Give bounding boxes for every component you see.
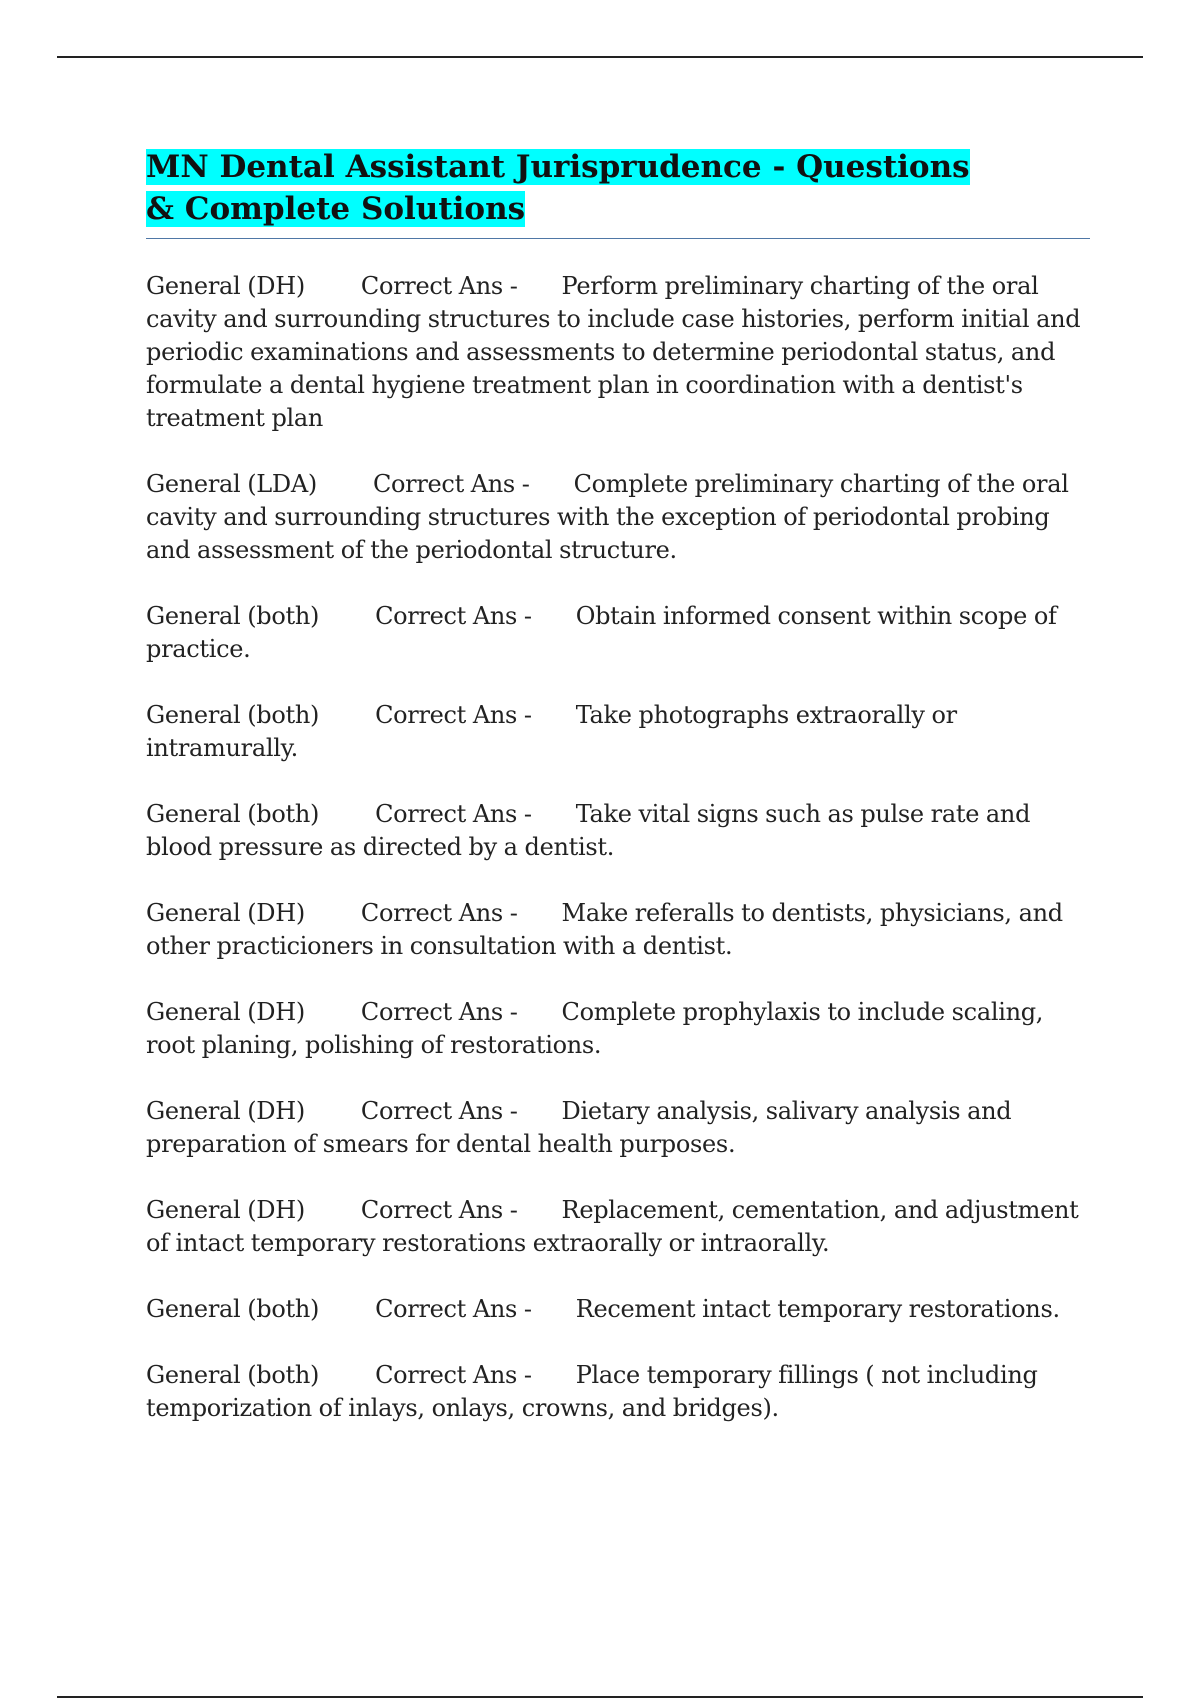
qa-separator: Correct Ans - xyxy=(375,1295,532,1323)
qa-item xyxy=(146,1359,1090,1425)
qa-answer: Take vital signs such as pulse rate and blood pressure as directed by a dentist. xyxy=(146,800,1031,861)
qa-term: General (both) xyxy=(146,800,320,828)
qa-separator: Correct Ans - xyxy=(375,602,532,630)
qa-separator: Correct Ans - xyxy=(360,998,518,1026)
qa-separator: Correct Ans - xyxy=(360,1196,518,1224)
qa-separator: Correct Ans - xyxy=(375,800,532,828)
qa-term: General (DH) xyxy=(146,998,305,1026)
qa-item xyxy=(146,1194,1090,1260)
qa-answer: Perform preliminary charting of the oral cavity and surrounding structures to include case histories, perform initial and periodic examinations and assessments to determine periodontal status, and formulate a dental hygiene treatment plan in coordination with a dentist's treatment plan xyxy=(146,272,1081,432)
qa-separator: Correct Ans - xyxy=(375,1361,532,1389)
qa-term: General (DH) xyxy=(146,1097,305,1125)
qa-answer: Replacement, cementation, and adjustment of intact temporary restorations extraorally or intraorally. xyxy=(146,1196,1079,1257)
qa-separator: Correct Ans - xyxy=(360,899,518,927)
qa-term: General (DH) xyxy=(146,899,305,927)
qa-item xyxy=(146,270,1090,435)
qa-answer: Place temporary fillings ( not including temporization of inlays, onlays, crowns, and bridges). xyxy=(146,1361,1038,1422)
qa-separator: Correct Ans - xyxy=(360,272,518,300)
document-title-text: MN Dental Assistant Jurisprudence - Questions & Complete Solutions xyxy=(146,149,970,227)
qa-answer: Take photographs extraorally or intramurally. xyxy=(146,701,957,762)
qa-separator: Correct Ans - xyxy=(375,701,532,729)
document-title xyxy=(146,146,996,230)
qa-term: General (DH) xyxy=(146,1196,305,1224)
qa-item xyxy=(146,1095,1090,1161)
qa-answer: Make referalls to dentists, physicians, and other practicioners in consultation with a dentist. xyxy=(146,899,1063,960)
qa-answer: Complete prophylaxis to include scaling, root planing, polishing of restorations. xyxy=(146,998,1044,1059)
qa-item xyxy=(146,699,1090,765)
page-bottom-rule xyxy=(57,1696,1143,1698)
qa-term: General (DH) xyxy=(146,272,305,300)
qa-separator: Correct Ans - xyxy=(360,1097,518,1125)
qa-list xyxy=(146,270,1090,1425)
page-top-rule xyxy=(57,56,1143,58)
qa-item xyxy=(146,897,1090,963)
qa-term: General (both) xyxy=(146,1361,320,1389)
title-block xyxy=(146,146,1090,239)
qa-item xyxy=(146,600,1090,666)
qa-item xyxy=(146,798,1090,864)
qa-answer: Recement intact temporary restorations. xyxy=(575,1295,1060,1323)
qa-term: General (LDA) xyxy=(146,470,317,498)
qa-term: General (both) xyxy=(146,701,320,729)
qa-answer: Dietary analysis, salivary analysis and preparation of smears for dental health purposes. xyxy=(146,1097,1012,1158)
qa-answer: Complete preliminary charting of the oral cavity and surrounding structures with the exception of periodontal probing and assessment of the periodontal structure. xyxy=(146,470,1069,564)
qa-term: General (both) xyxy=(146,1295,320,1323)
document-body xyxy=(146,146,1090,1458)
qa-item xyxy=(146,468,1090,567)
qa-separator: Correct Ans - xyxy=(372,470,530,498)
qa-item xyxy=(146,996,1090,1062)
qa-answer: Obtain informed consent within scope of practice. xyxy=(146,602,1057,663)
qa-term: General (both) xyxy=(146,602,320,630)
qa-item xyxy=(146,1293,1090,1326)
